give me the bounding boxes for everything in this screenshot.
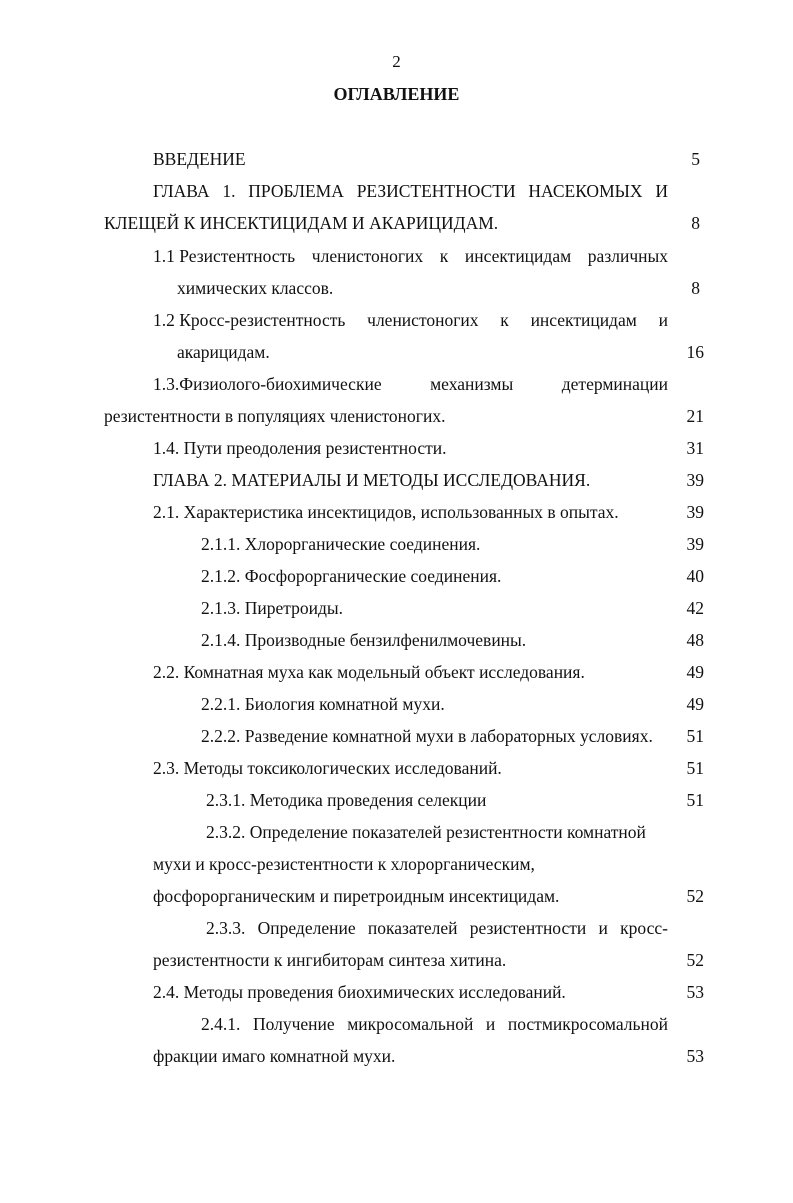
word: НАСЕКОМЫХ — [528, 181, 643, 201]
word: постмикросомальной — [507, 1014, 668, 1034]
toc-s2-3-2-page: 52 — [686, 886, 704, 906]
page-number: 2 — [392, 52, 401, 71]
toc-s2-2-2: 2.2.2. Разведение комнатной мухи в лабораторных условиях. — [201, 726, 653, 746]
toc-s2-3-2-line2: мухи и кросс-резистентности к хлорорганическим, — [153, 854, 535, 874]
word: кросс- — [620, 918, 668, 938]
toc-s1-2-line1 — [153, 309, 668, 331]
toc-s1-3-page: 21 — [686, 406, 704, 426]
toc-s1-1-line1 — [153, 245, 668, 267]
toc-s2-3-2-line3: фосфорорганическим и пиретроидным инсектицидам. — [153, 886, 560, 906]
toc-s2-1-3: 2.1.3. Пиретроиды. — [201, 598, 344, 618]
toc-s2-3-3-line1 — [206, 917, 668, 939]
word: 2.4.1. — [201, 1014, 241, 1034]
toc-s2-2-2-page: 51 — [686, 726, 704, 746]
word: членистоногих — [367, 310, 479, 330]
word: 2.3.3. — [206, 918, 246, 938]
word: ПРОБЛЕМА — [248, 181, 344, 201]
word: Получение — [252, 1014, 335, 1034]
word: и — [658, 310, 668, 330]
word: различных — [587, 246, 668, 266]
word: инсектицидам — [530, 310, 637, 330]
toc-s2-4: 2.4. Методы проведения биохимических исследований. — [153, 982, 566, 1002]
toc-s2-1-1: 2.1.1. Хлорорганические соединения. — [201, 534, 481, 554]
toc-s1-4-page: 31 — [686, 438, 704, 458]
toc-s2-1-4: 2.1.4. Производные бензилфенилмочевины. — [201, 630, 527, 650]
word: микросомальной — [347, 1014, 474, 1034]
word: Определение — [257, 918, 356, 938]
word: к — [500, 310, 509, 330]
word: и — [485, 1014, 496, 1034]
toc-s2-3-2-line1: 2.3.2. Определение показателей резистентности комнатной — [206, 822, 646, 842]
toc-s2-4-1-line1 — [201, 1013, 668, 1035]
toc-s2-4-page: 53 — [686, 982, 704, 1002]
toc-s2-4-1-line2: фракции имаго комнатной мухи. — [153, 1046, 396, 1066]
toc-s2-1-4-page: 48 — [686, 630, 704, 650]
toc-s1-3-line2: резистентности в популяциях членистоногих. — [104, 406, 446, 426]
toc-s2-3: 2.3. Методы токсикологических исследований. — [153, 758, 502, 778]
word: 1.2 Кросс-резистентность — [153, 310, 346, 330]
word: резистентности — [469, 918, 587, 938]
toc-s1-2-line2: акарицидам. — [177, 342, 270, 362]
toc-s2-2-1: 2.2.1. Биология комнатной мухи. — [201, 694, 445, 714]
toc-s1-1-line2: химических классов. — [177, 278, 334, 298]
toc-s1-4: 1.4. Пути преодоления резистентности. — [153, 438, 447, 458]
word: детерминации — [561, 374, 668, 394]
word: ГЛАВА — [153, 181, 210, 201]
word: членистоногих — [311, 246, 424, 266]
toc-s2-3-3-page: 52 — [686, 950, 704, 970]
word: к — [439, 246, 449, 266]
toc-intro: ВВЕДЕНИЕ — [153, 149, 246, 169]
word: 1.3.Физиолого-биохимические — [153, 374, 382, 394]
word: инсектицидам — [464, 246, 572, 266]
toc-s2-2-1-page: 49 — [686, 694, 704, 714]
page-title: ОГЛАВЛЕНИЕ — [333, 84, 460, 104]
toc-ch2-page: 39 — [686, 470, 704, 490]
word: РЕЗИСТЕНТНОСТИ — [356, 181, 516, 201]
toc-s2-1-2-page: 40 — [686, 566, 704, 586]
toc-s2-1-page: 39 — [686, 502, 704, 522]
toc-s2-1-2: 2.1.2. Фосфорорганические соединения. — [201, 566, 502, 586]
toc-s2-3-page: 51 — [686, 758, 704, 778]
toc-s2-3-1-page: 51 — [686, 790, 704, 810]
toc-s1-3-line1 — [153, 373, 668, 395]
word: 1.1 Резистентность — [153, 246, 296, 266]
toc-s2-3-3-line2: резистентности к ингибиторам синтеза хитина. — [153, 950, 507, 970]
toc-s2-1-3-page: 42 — [686, 598, 704, 618]
toc-s2-2: 2.2. Комнатная муха как модельный объект исследования. — [153, 662, 585, 682]
toc-s1-2-page: 16 — [686, 342, 704, 362]
toc-s2-1-1-page: 39 — [686, 534, 704, 554]
toc-s1-1-page: 8 — [691, 278, 700, 298]
toc-ch1-page: 8 — [691, 213, 700, 233]
word: И — [655, 181, 668, 201]
toc-ch2: ГЛАВА 2. МАТЕРИАЛЫ И МЕТОДЫ ИССЛЕДОВАНИЯ. — [153, 470, 591, 490]
word: и — [598, 918, 608, 938]
toc-ch1-line2: КЛЕЩЕЙ К ИНСЕКТИЦИДАМ И АКАРИЦИДАМ. — [104, 213, 499, 233]
toc-s2-4-1-page: 53 — [686, 1046, 704, 1066]
toc-s2-1: 2.1. Характеристика инсектицидов, использованных в опытах. — [153, 502, 619, 522]
word: показателей — [367, 918, 458, 938]
toc-intro-page: 5 — [691, 149, 700, 169]
toc-s2-2-page: 49 — [686, 662, 704, 682]
word: механизмы — [430, 374, 514, 394]
toc-ch1-line1 — [153, 180, 668, 202]
toc-s2-3-1: 2.3.1. Методика проведения селекции — [206, 790, 487, 810]
word: 1. — [222, 181, 236, 201]
